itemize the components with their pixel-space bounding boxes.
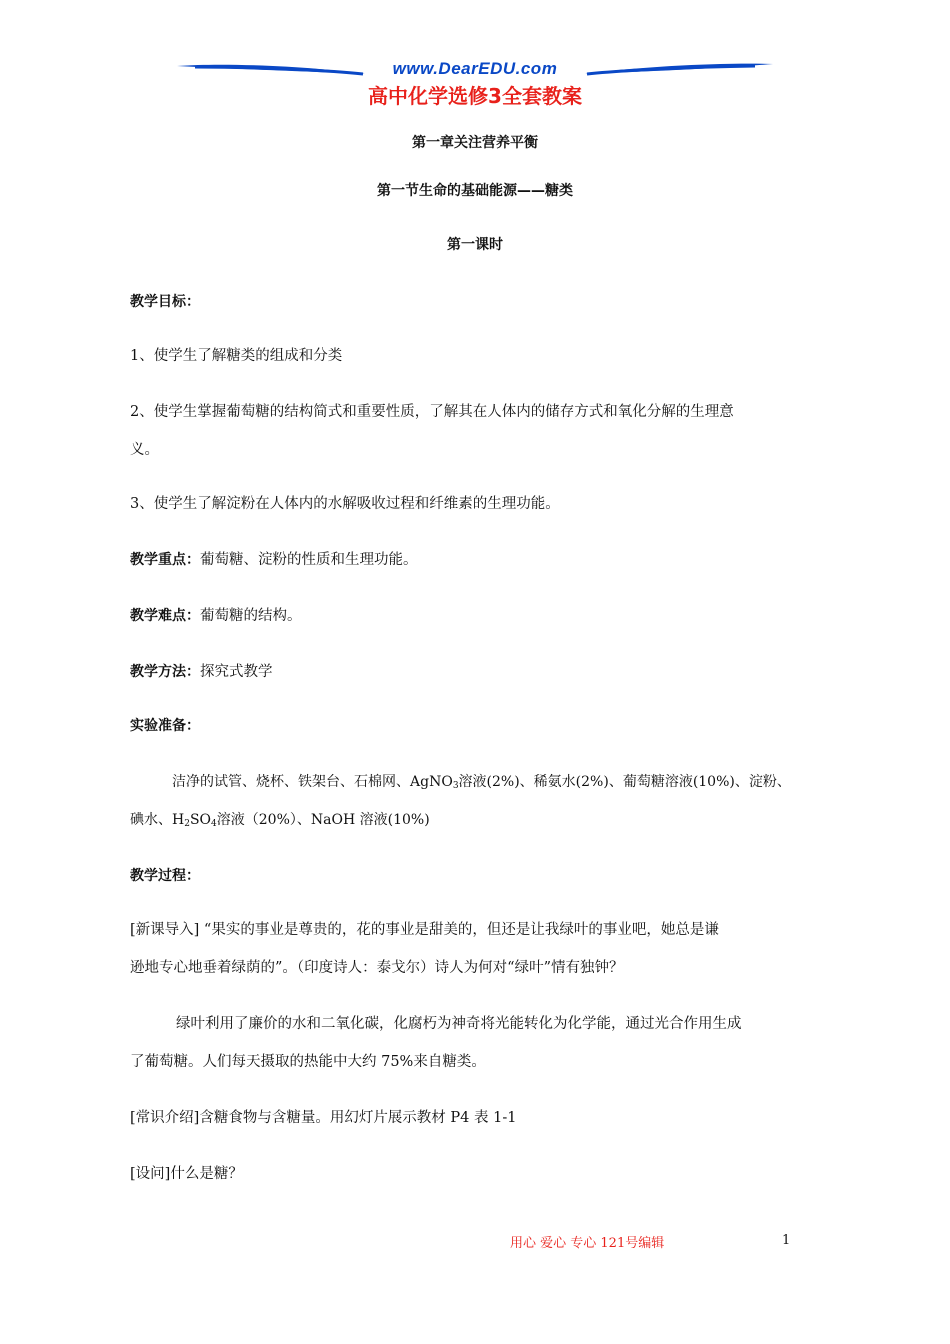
question: [设问]什么是糖？	[130, 1166, 243, 1182]
prep-sub-2a: 2	[184, 819, 190, 829]
goal-2-line-1: 2、使学生掌握葡萄糖的结构简式和重要性质，了解其在人体内的储存方式和氧化分解的生理意	[130, 404, 734, 420]
key-point	[130, 550, 830, 570]
prep-text-2a: 碘水、H	[130, 812, 185, 828]
leaf-line-1: 绿叶利用了廉价的水和二氧化碳，化腐朽为神奇将光能转化为化学能，通过光合作用生成	[176, 1016, 742, 1032]
prep-text-1b: 溶液(2%)、稀氨水(2%)、葡萄糖溶液(10%)、淀粉、	[458, 774, 791, 790]
page-number: 1	[782, 1233, 791, 1248]
process-label: 教学过程：	[130, 868, 200, 884]
section-heading: 第一节生命的基础能源——糖类	[377, 183, 573, 199]
prep-text-2b: SO	[189, 812, 212, 828]
leaf-line-2: 了葡萄糖。人们每天摄取的热能中大约 75%来自糖类。	[130, 1054, 486, 1070]
prep-sub-1: 3	[452, 781, 459, 791]
chapter-heading: 第一章关注营养平衡	[412, 135, 538, 151]
prep-sub-2b: 4	[211, 819, 217, 829]
difficulty-text: 葡萄糖的结构。	[200, 608, 302, 624]
intro-line-1: [新课导入] “果实的事业是尊贵的，花的事业是甜美的，但还是让我绿叶的事业吧，她总是谦	[130, 922, 719, 938]
teaching-method	[130, 662, 830, 682]
goals-label: 教学目标：	[130, 294, 200, 310]
footer-text: 用心 爱心 专心 121号编辑	[510, 1236, 665, 1251]
difficulty-label: 教学难点：	[130, 608, 200, 624]
difficulty-point	[130, 606, 830, 626]
key-label: 教学重点：	[130, 552, 200, 568]
goal-1: 1、使学生了解糖类的组成和分类	[130, 348, 343, 364]
goal-3: 3、使学生了解淀粉在人体内的水解吸收过程和纤维素的生理功能。	[130, 496, 560, 512]
goal-2-line-2: 义。	[130, 442, 159, 458]
lesson-heading: 第一课时	[447, 237, 503, 253]
common-knowledge: [常识介绍]含糖食物与含糖量。用幻灯片展示教材 P4 表 1-1	[130, 1110, 517, 1126]
prep-line-2	[130, 810, 830, 834]
prep-line-1	[172, 772, 872, 796]
document-title: 高中化学选修3全套教案	[368, 84, 582, 108]
site-url: www.DearEDU.com	[392, 59, 558, 78]
prep-text-1a: 洁净的试管、烧杯、铁架台、石棉网、AgNO	[172, 774, 453, 790]
method-text: 探究式教学	[200, 664, 273, 680]
prep-text-2c: 溶液（20%）、NaOH 溶液(10%)	[216, 812, 430, 828]
intro-line-2: 逊地专心地垂着绿荫的”。（印度诗人：泰戈尔）诗人为何对“绿叶”情有独钟？	[130, 960, 624, 976]
key-text: 葡萄糖、淀粉的性质和生理功能。	[200, 552, 418, 568]
prep-label: 实验准备：	[130, 718, 200, 734]
method-label: 教学方法：	[130, 664, 200, 680]
